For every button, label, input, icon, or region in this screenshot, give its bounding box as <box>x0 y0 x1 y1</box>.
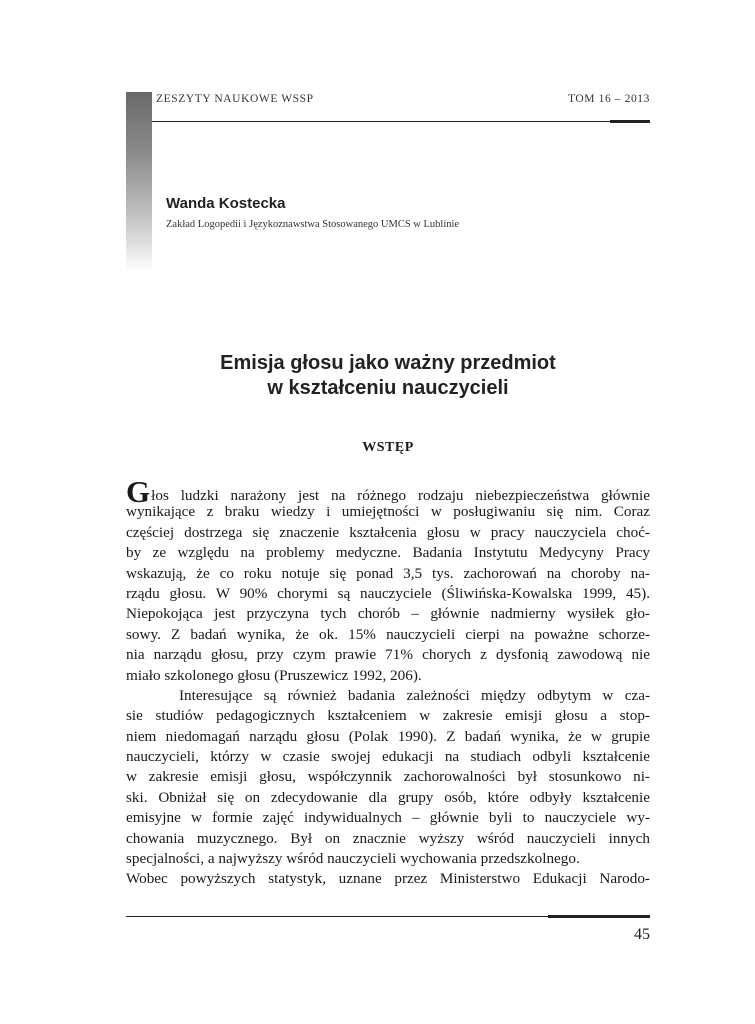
body-line: rządu głosu. W 90% chorymi są nauczyciele (Śliwińska-Kowalska 1999, 45). <box>126 584 650 602</box>
body-line: ski. Obniżał się on zdecydowanie dla grupy osób, które odbyły kształcenie <box>126 788 650 806</box>
body-line: nauczycieli, którzy w czasie swojej edukacji na studiach odbyli kształcenie <box>126 748 650 766</box>
body-line: częściej dostrzega się znaczenie kształcenia głosu w pracy nauczyciela choć- <box>126 523 650 541</box>
body-line: w zakresie emisji głosu, współczynnik zachorowalności był stosunkowo ni- <box>126 768 650 786</box>
header-accent-bar <box>126 92 152 272</box>
body-line: niem niedomagań narządu głosu (Polak 1990). Z badań wynika, że w grupie <box>126 727 650 745</box>
article-title-line-1: Emisja głosu jako ważny przedmiot <box>220 352 556 374</box>
drop-cap: G <box>126 474 151 509</box>
running-header-journal: ZESZYTY NAUKOWE WSSP <box>156 93 314 105</box>
author-name: Wanda Kostecka <box>166 195 286 212</box>
header-rule <box>152 121 650 122</box>
header-rule-accent <box>610 120 650 123</box>
page-number: 45 <box>634 926 650 943</box>
body-line: Wobec powyższych statystyk, uznane przez Ministerstwo Edukacji Narodo- <box>126 870 650 888</box>
body-line: wynikające z braku wiedzy i umiejętności w posługiwaniu się nim. Coraz <box>126 503 650 521</box>
body-line: miało szkolonego głosu (Pruszewicz 1992, 206). <box>126 666 422 684</box>
body-line: emisyjne w formie zajęć indywidualnych – głównie byli to nauczyciele wy- <box>126 809 650 827</box>
body-line: chowania muzycznego. Był on znacznie wyższy wśród nauczycieli innych <box>126 829 650 847</box>
body-line: nia narządu głosu, przy czym prawie 71% chorych z dysfonią zawodową nie <box>126 646 650 664</box>
running-header-volume: TOM 16 – 2013 <box>567 93 650 105</box>
body-line: wskazują, że co roku notuje się ponad 3,5 tys. zachorowań na choroby na- <box>126 564 650 582</box>
footer-rule-accent <box>548 915 650 918</box>
body-line: specjalności, a najwyższy wśród nauczycieli wychowania przedszkolnego. <box>126 850 580 868</box>
article-title-line-2: w kształceniu nauczycieli <box>267 377 509 399</box>
section-heading: WSTĘP <box>362 440 414 455</box>
body-line: Interesujące są również badania zależności między odbytym w cza- <box>179 686 650 704</box>
article-body <box>126 474 650 890</box>
body-line: by ze względu na problemy medyczne. Badania Instytutu Medycyny Pracy <box>126 544 650 562</box>
author-affiliation: Zakład Logopedii i Językoznawstwa Stosowanego UMCS w Lublinie <box>166 219 460 230</box>
body-line: sie studiów pedagogicznych kształceniem w zakresie emisji głosu a stop- <box>126 707 650 725</box>
body-line: Głos ludzki narażony jest na różnego rodzaju niebezpieczeństwa głównie <box>126 474 650 509</box>
body-line: sowy. Z badań wynika, że ok. 15% nauczycieli cierpi na poważne schorze- <box>126 625 650 643</box>
body-line: Niepokojąca jest przyczyna tych chorób – głównie nadmierny wysiłek gło- <box>126 605 650 623</box>
article-title <box>126 351 650 401</box>
